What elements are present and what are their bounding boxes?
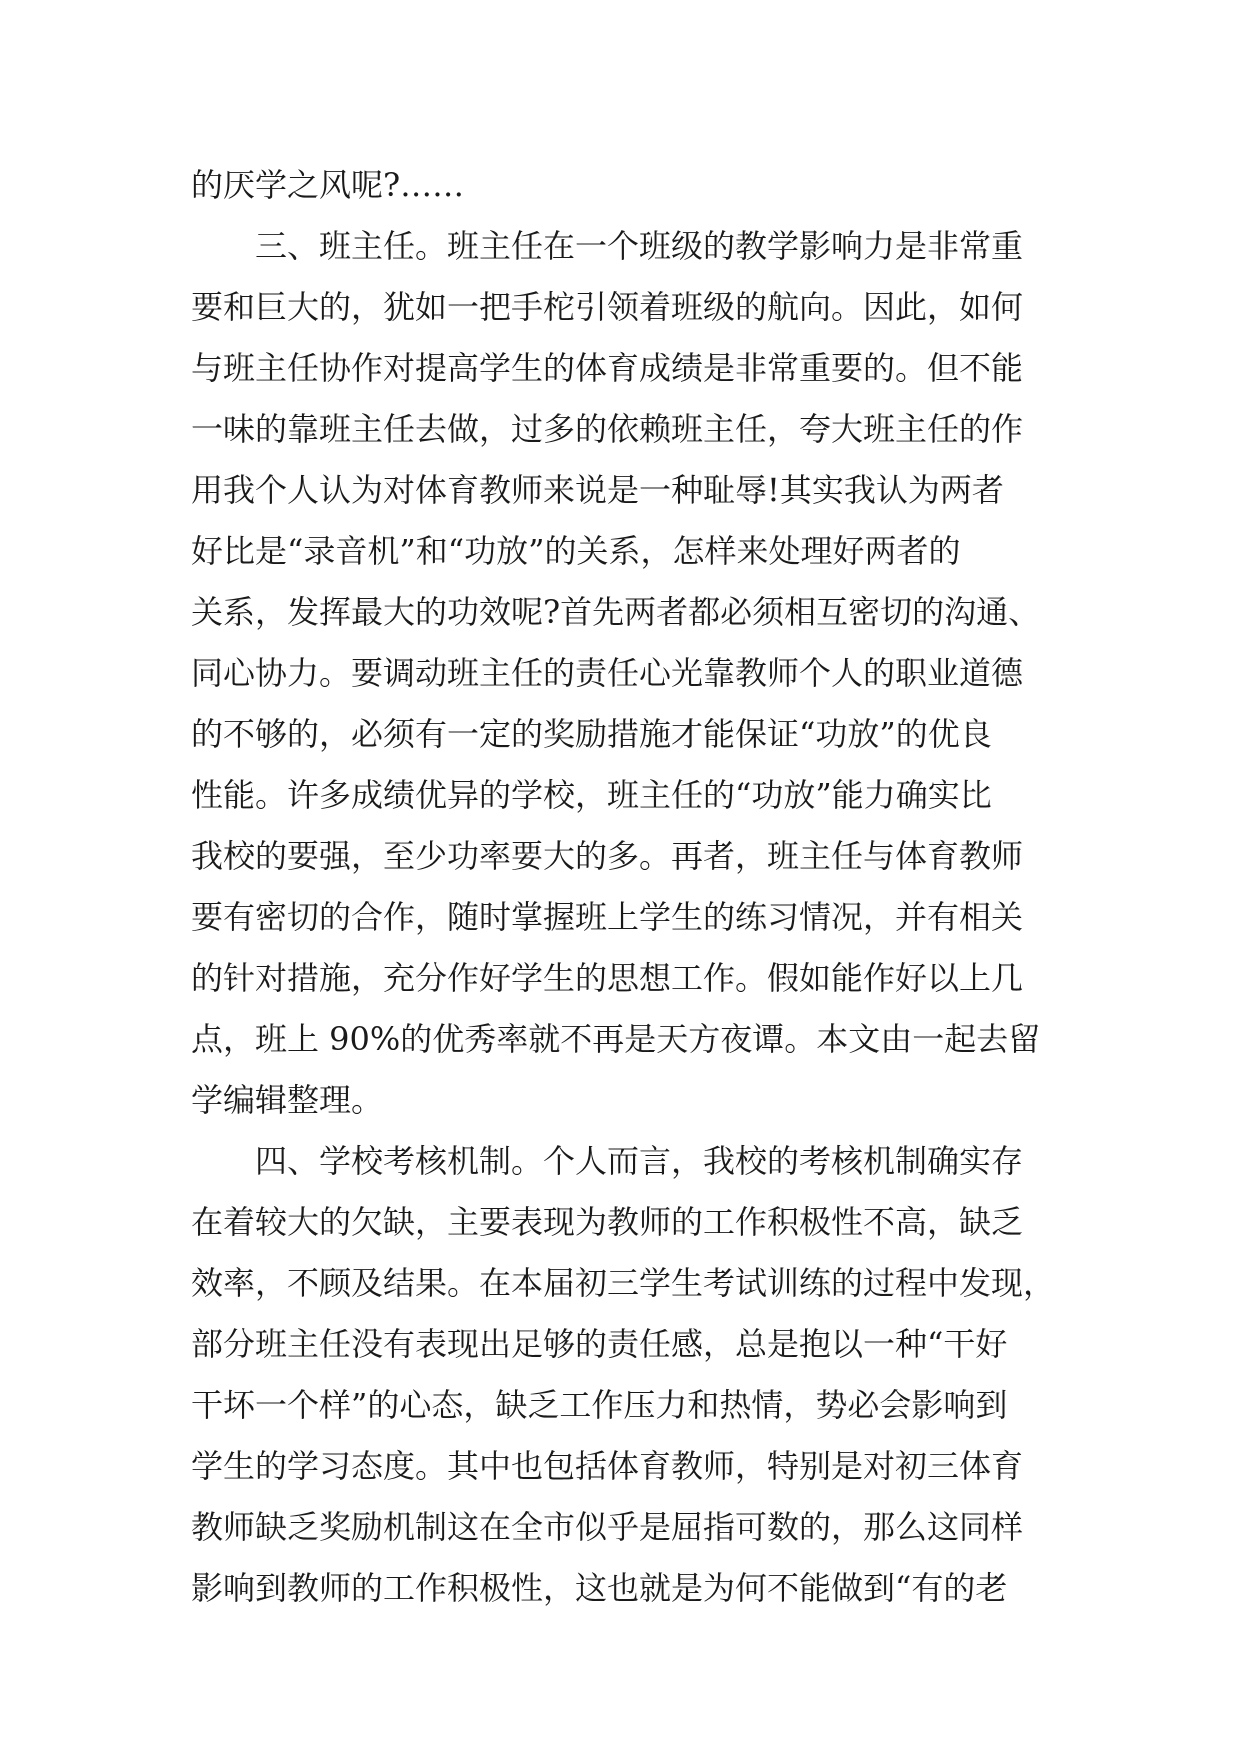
text-line: 一味的靠班主任去做，过多的依赖班主任，夸大班主任的作 <box>191 410 1024 448</box>
text-line: 要和巨大的，犹如一把手柁引领着班级的航向。因此，如何 <box>191 288 1024 326</box>
text-line: 影响到教师的工作积极性，这也就是为何不能做到“有的老 <box>191 1569 1008 1607</box>
text-line: 要有密切的合作，随时掌握班上学生的练习情况，并有相关 <box>191 898 1024 936</box>
text-line: 的厌学之风呢?…… <box>191 166 465 204</box>
text-line: 四、学校考核机制。个人而言，我校的考核机制确实存 <box>255 1142 1024 1180</box>
text-line: 部分班主任没有表现出足够的责任感，总是抱以一种“干好 <box>191 1325 1008 1363</box>
paragraph-assessment-mechanism <box>191 1131 1091 1619</box>
text-line: 的针对措施，充分作好学生的思想工作。假如能作好以上几 <box>191 959 1024 997</box>
text-line: 教师缺乏奖励机制这在全市似乎是屈指可数的，那么这同样 <box>191 1508 1024 1546</box>
text-line: 效率，不顾及结果。在本届初三学生考试训练的过程中发现， <box>191 1264 1056 1302</box>
text-line: 同心协力。要调动班主任的责任心光靠教师个人的职业道德 <box>191 654 1024 692</box>
document-body <box>191 155 1091 1619</box>
paragraph-continuation <box>191 155 1091 216</box>
text-line: 点，班上 90%的优秀率就不再是天方夜谭。本文由一起去留 <box>191 1020 1041 1058</box>
text-line: 我校的要强，至少功率要大的多。再者，班主任与体育教师 <box>191 837 1024 875</box>
text-line: 学生的学习态度。其中也包括体育教师，特别是对初三体育 <box>191 1447 1024 1485</box>
text-line: 性能。许多成绩优异的学校，班主任的“功放”能力确实比 <box>191 776 992 814</box>
text-line: 关系，发挥最大的功效呢?首先两者都必须相互密切的沟通、 <box>191 593 1041 631</box>
text-line: 三、班主任。班主任在一个班级的教学影响力是非常重 <box>255 227 1024 265</box>
text-line: 在着较大的欠缺，主要表现为教师的工作积极性不高，缺乏 <box>191 1203 1024 1241</box>
text-line: 与班主任协作对提高学生的体育成绩是非常重要的。但不能 <box>191 349 1024 387</box>
paragraph-class-teacher <box>191 216 1091 1131</box>
text-line: 用我个人认为对体育教师来说是一种耻辱!其实我认为两者 <box>191 471 1004 509</box>
text-line: 好比是“录音机”和“功放”的关系，怎样来处理好两者的 <box>191 532 961 570</box>
text-line: 的不够的，必须有一定的奖励措施才能保证“功放”的优良 <box>191 715 992 753</box>
text-line: 学编辑整理。 <box>191 1081 384 1119</box>
text-line: 干坏一个样”的心态，缺乏工作压力和热情，势必会影响到 <box>191 1386 1008 1424</box>
